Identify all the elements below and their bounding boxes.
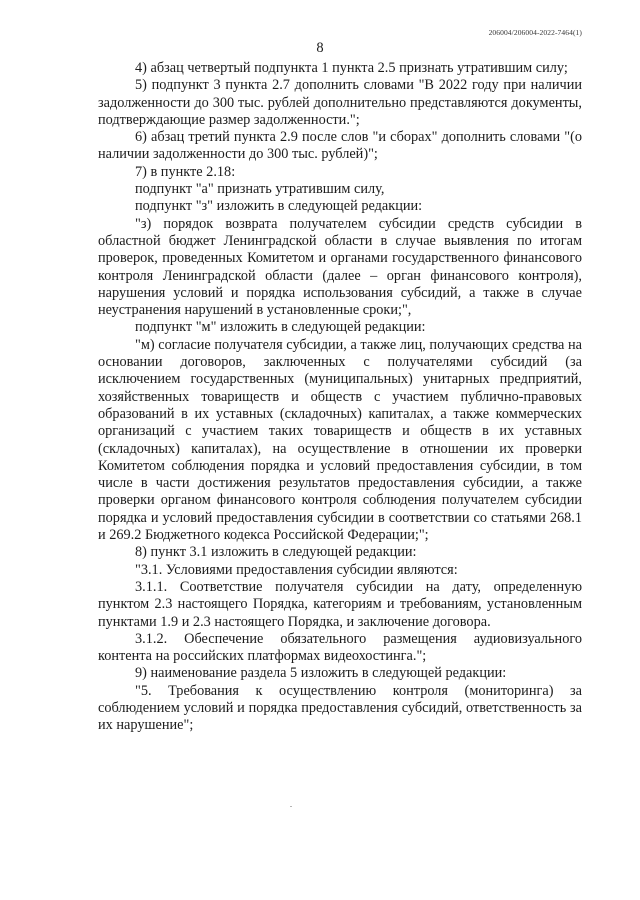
paragraph-subpoint-a: подпункт "а" признать утратившим силу, [135,181,385,198]
paragraph-subpoint-m-intro: подпункт "м" изложить в следующей редакции: [135,319,426,336]
paragraph-clause-3-1-1: 3.1.1. Соответствие получателя субсидии на дату, определенную пунктом 2.3 настоящего Порядка, категориям и требованиям, установленным пунктами 1.9 и 2.3 настоящего Порядка, и заключение договора. [98,578,582,630]
paragraph-item-8: 8) пункт 3.1 изложить в следующей редакции: [135,544,417,561]
paragraph-item-7: 7) в пункте 2.18: [135,163,236,180]
paragraph-clause-3-1: "3.1. Условиями предоставления субсидии являются: [135,561,458,578]
paragraph-item-6: 6) абзац третий пункта 2.9 после слов "и сборах" дополнить словами "(о наличии задолженности до 300 тыс. рублей)"; [98,129,582,163]
document-body [98,60,582,735]
paragraph-item-5: 5) подпункт 3 пункта 2.7 дополнить словами "В 2022 году при наличии задолженности до 300 тыс. рублей дополнительно представляются документы, подтверждающие размер задолженности."; [98,77,582,128]
paragraph-subpoint-z-text: "з) порядок возврата получателем субсидии средств субсидии в областной бюджет Ленинградской области в случае выявления по итогам проверок, проведенных Комитетом и органами государственного финансового контроля Ленинградской области (далее – орган финансового контроля), нарушения условий и порядка использования субсидий, а также в случае неустранения нарушений в установленные сроки;", [98,215,582,319]
paragraph-subpoint-z-intro: подпункт "з" изложить в следующей редакции: [135,198,423,215]
paragraph-subpoint-m-text: "м) согласие получателя субсидии, а также лиц, получающих средства на основании договоров, заключенных с получателями субсидий (за исключением государственных (муниципальных) унитарных предприятий, хозяйственных товариществ и обществ с участием публично-правовых образований в их уставных (складочных) капиталах, а также коммерческих организаций с участием таких товариществ и обществ в их уставных (складочных) капиталах), на осуществление в отношении их проверки Комитетом соблюдения порядка и условий предоставления субсидии, в том числе в части достижения результатов предоставления субсидии, а также проверки органом финансового контроля соблюдения получателем субсидии порядка и условий предоставления субсидии в соответствии со статьями 268.1 и 269.2 Бюджетного кодекса Российской Федерации;"; [98,336,582,544]
paragraph-item-9: 9) наименование раздела 5 изложить в следующей редакции: [135,665,507,682]
document-id: 206004/206004-2022-7464(1) [488,28,582,37]
paragraph-section-5-title: "5. Требования к осуществлению контроля (мониторинга) за соблюдением условий и порядка предоставления субсидий, ответственность за их нарушение"; [98,682,582,734]
scan-speck [290,806,292,807]
paragraph-item-4: 4) абзац четвертый подпункта 1 пункта 2.5 признать утратившим силу; [135,60,568,76]
page-number: 8 [316,40,324,56]
paragraph-clause-3-1-2: 3.1.2. Обеспечение обязательного размещения аудиовизуального контента на российских платформах видеохостинга."; [98,630,582,665]
